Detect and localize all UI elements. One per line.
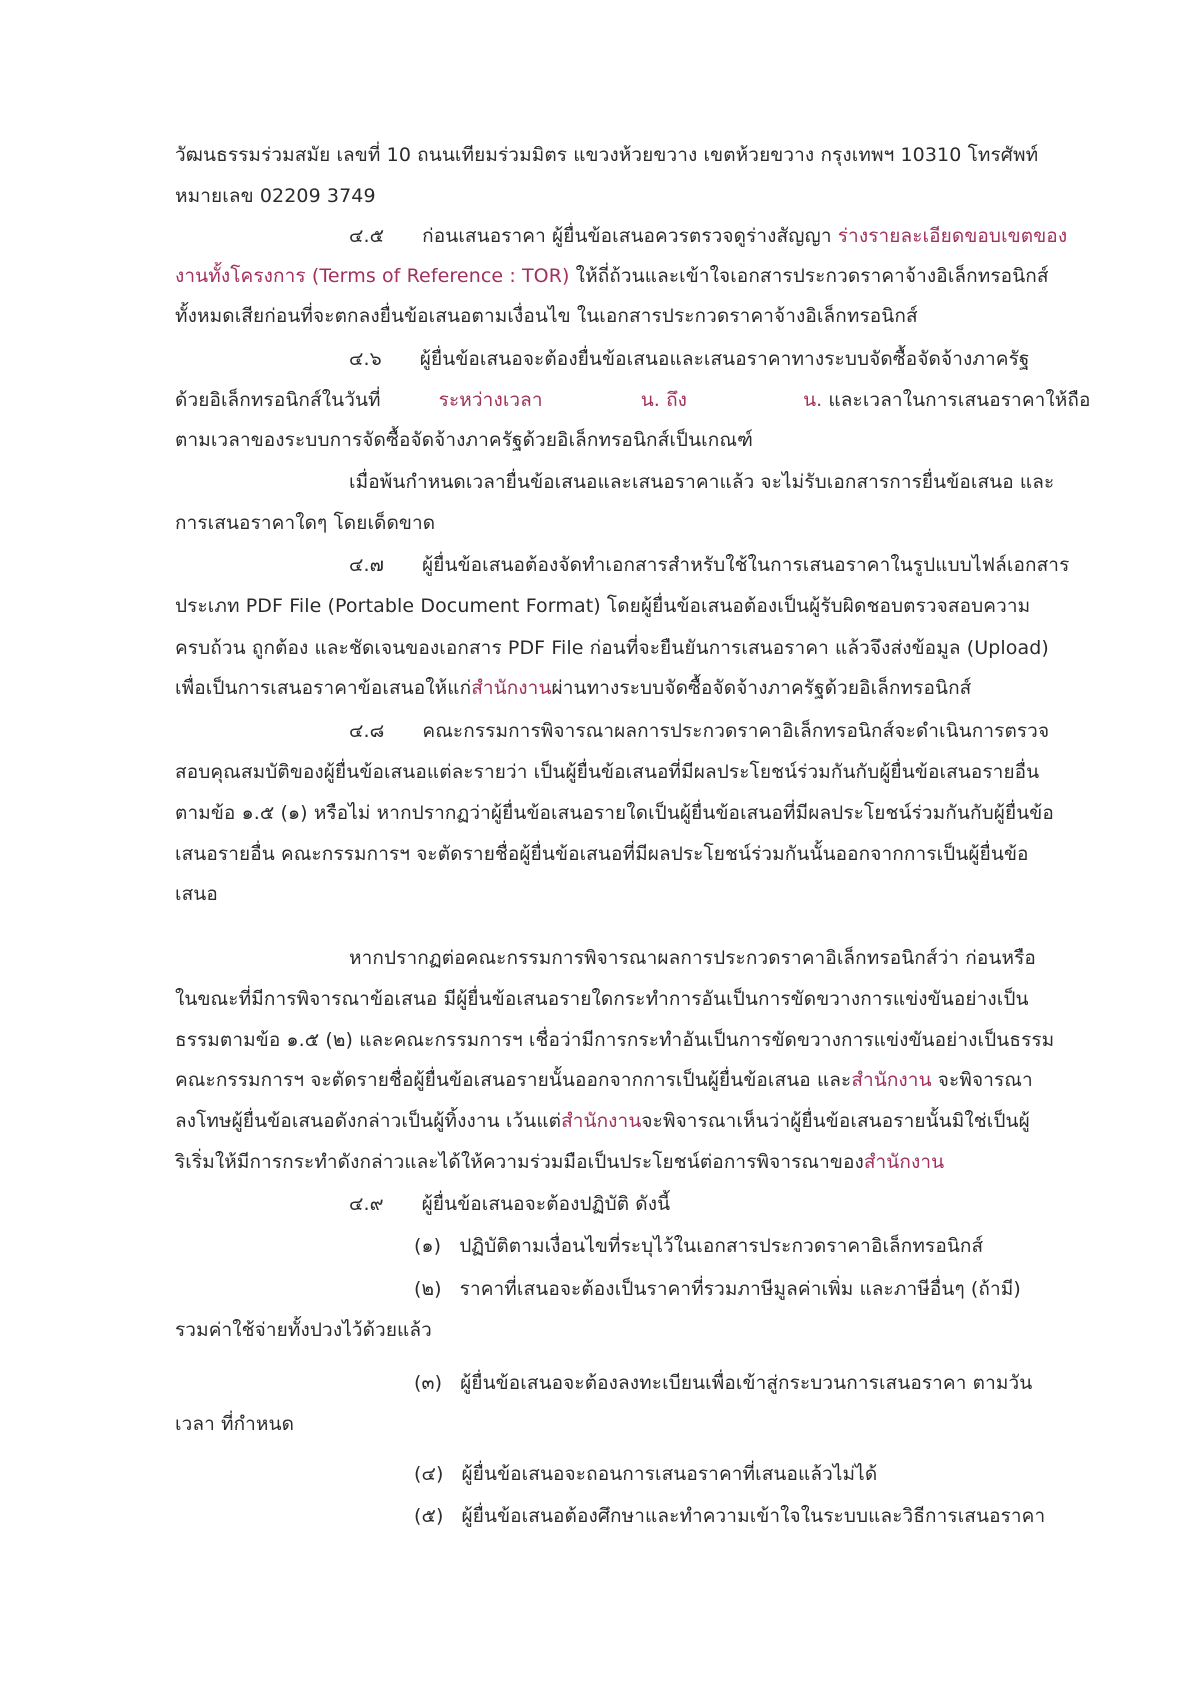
highlighted-text: สำนักงาน xyxy=(561,1110,642,1132)
paragraph-line: รวมค่าใช้จ่ายทั้งปวงไว้ด้วยแล้ว xyxy=(175,1319,432,1341)
clause-text: ริเริ่มให้มีการกระทำดังกล่าวและได้ให้ความร่วมมือเป็นประโยชน์ต่อการพิจารณาของ xyxy=(175,1151,864,1173)
clause-text: ผ่านทางระบบจัดซื้อจัดจ้างภาครัฐด้วยอิเล็กทรอนิกส์ xyxy=(551,677,972,699)
clause-number: ๔.๗ xyxy=(349,554,385,576)
list-item xyxy=(414,1504,1045,1528)
paragraph-line: ตามเวลาของระบบการจัดซื้อจัดจ้างภาครัฐด้วยอิเล็กทรอนิกส์เป็นเกณฑ์ xyxy=(175,429,753,451)
list-item-text: ผู้ยื่นข้อเสนอจะถอนการเสนอราคาที่เสนอแล้วไม่ได้ xyxy=(461,1463,878,1485)
clause-4-8 xyxy=(349,719,1049,743)
paragraph-line: สอบคุณสมบัติของผู้ยื่นข้อเสนอแต่ละรายว่า เป็นผู้ยื่นข้อเสนอที่มีผลประโยชน์ร่วมกันกับผู้ยื่นข้อเสนอรายอื่น xyxy=(175,761,1040,783)
clause-4-7 xyxy=(349,553,1069,577)
list-item-text: ผู้ยื่นข้อเสนอจะต้องลงทะเบียนเพื่อเข้าสู่กระบวนการเสนอราคา ตามวัน xyxy=(460,1372,1033,1394)
clause-text: ผู้ยื่นข้อเสนอจะต้องปฏิบัติ ดังนี้ xyxy=(421,1193,671,1215)
clause-number: ๔.๙ xyxy=(349,1193,384,1215)
highlighted-text: สำนักงาน xyxy=(863,1151,945,1173)
paragraph-line: หากปรากฏต่อคณะกรรมการพิจารณาผลการประกวดราคาอิเล็กทรอนิกส์ว่า ก่อนหรือ xyxy=(349,947,1036,969)
list-item-text: ผู้ยื่นข้อเสนอต้องศึกษาและทำความเข้าใจในระบบและวิธีการเสนอราคา xyxy=(461,1505,1046,1527)
clause-text: ผู้ยื่นข้อเสนอต้องจัดทำเอกสารสำหรับใช้ในการเสนอราคาในรูปแบบไฟล์เอกสาร xyxy=(422,554,1070,576)
list-item-text: ราคาที่เสนอจะต้องเป็นราคาที่รวมภาษีมูลค่าเพิ่ม และภาษีอื่นๆ (ถ้ามี) xyxy=(459,1278,1021,1300)
highlighted-text: ร่างรายละเอียดขอบเขตของ xyxy=(837,225,1068,247)
clause-text: ก่อนเสนอราคา ผู้ยื่นข้อเสนอควรตรวจดูร่างสัญญา xyxy=(422,225,838,247)
paragraph-line: เวลา ที่กำหนด xyxy=(175,1413,295,1435)
clause-text: คณะกรรมการพิจารณาผลการประกวดราคาอิเล็กทรอนิกส์จะดำเนินการตรวจ xyxy=(422,720,1050,742)
clause-text: ให้ถี่ถ้วนและเข้าใจเอกสารประกวดราคาจ้างอิเล็กทรอนิกส์ xyxy=(569,265,1049,287)
clause-text: ผู้ยื่นข้อเสนอจะต้องยื่นข้อเสนอและเสนอราคาทางระบบจัดซื้อจัดจ้างภาครัฐ xyxy=(419,348,1030,370)
clause-number: ๔.๖ xyxy=(349,348,382,370)
highlighted-text: น. xyxy=(803,389,823,411)
list-item xyxy=(414,1462,877,1486)
list-marker: (๔) xyxy=(414,1463,444,1485)
clause-4-6 xyxy=(349,347,1029,371)
paragraph-line: ครบถ้วน ถูกต้อง และชัดเจนของเอกสาร PDF File ก่อนที่จะยืนยันการเสนอราคา แล้วจึงส่งข้อมูล (Upload) xyxy=(175,637,1049,659)
clause-text: เพื่อเป็นการเสนอราคาข้อเสนอให้แก่ xyxy=(175,677,472,699)
paragraph-line: ธรรมตามข้อ ๑.๕ (๒) และคณะกรรมการฯ เชื่อว่ามีการกระทำอันเป็นการขัดขวางการแข่งขันอย่างเป็นธรรม xyxy=(175,1029,1055,1051)
paragraph-line: เสนอรายอื่น คณะกรรมการฯ จะตัดรายชื่อผู้ยื่นข้อเสนอที่มีผลประโยชน์ร่วมกันนั้นออกจากการเป็นผู้ยื่นข้อ xyxy=(175,843,1029,865)
list-item xyxy=(414,1277,1021,1301)
clause-text: ลงโทษผู้ยื่นข้อเสนอดังกล่าวเป็นผู้ทิ้งงาน เว้นแต่ xyxy=(175,1110,562,1132)
clause-text: คณะกรรมการฯ จะตัดรายชื่อผู้ยื่นข้อเสนอรายนั้นออกจากการเป็นผู้ยื่นข้อเสนอ และ xyxy=(175,1069,852,1091)
paragraph-line: ในขณะที่มีการพิจารณาข้อเสนอ มีผู้ยื่นข้อเสนอรายใดกระทำการอันเป็นการขัดขวางการแข่งขันอย่างเป็น xyxy=(175,988,1029,1010)
clause-4-5 xyxy=(349,224,1067,248)
clause-number: ๔.๕ xyxy=(349,225,385,247)
paragraph-line xyxy=(175,1150,944,1174)
paragraph-line: วัฒนธรรมร่วมสมัย เลขที่ 10 ถนนเทียมร่วมมิตร แขวงห้วยขวาง เขตห้วยขวาง กรุงเทพฯ 10310 โทรศัพท์ xyxy=(175,144,1039,166)
paragraph-line: ทั้งหมดเสียก่อนที่จะตกลงยื่นข้อเสนอตามเงื่อนไข ในเอกสารประกวดราคาจ้างอิเล็กทรอนิกส์ xyxy=(175,305,918,327)
highlighted-text: น. ถึง xyxy=(640,389,688,411)
highlighted-text: สำนักงาน xyxy=(471,677,552,699)
paragraph-line xyxy=(175,388,1091,412)
clause-text: จะพิจารณา xyxy=(931,1069,1033,1091)
list-item xyxy=(414,1371,1032,1395)
list-item-text: ปฏิบัติตามเงื่อนไขที่ระบุไว้ในเอกสารประกวดราคาอิเล็กทรอนิกส์ xyxy=(459,1235,984,1257)
clause-number: ๔.๘ xyxy=(349,720,385,742)
list-marker: (๒) xyxy=(414,1278,442,1300)
clause-text: และเวลาในการเสนอราคาให้ถือ xyxy=(822,389,1091,411)
highlighted-text: งานทั้งโครงการ (Terms of Reference : TOR) xyxy=(175,265,570,287)
highlighted-text: สำนักงาน xyxy=(851,1069,932,1091)
list-marker: (๑) xyxy=(414,1235,442,1257)
paragraph-line xyxy=(175,1068,1033,1092)
paragraph-line: การเสนอราคาใดๆ โดยเด็ดขาด xyxy=(175,512,436,534)
paragraph-line: หมายเลข 02209 3749 xyxy=(175,185,376,207)
paragraph-line: ตามข้อ ๑.๕ (๑) หรือไม่ หากปรากฏว่าผู้ยื่นข้อเสนอรายใดเป็นผู้ยื่นข้อเสนอที่มีผลประโยชน์ร่วมกันกับผู้ยื่นข้อ xyxy=(175,802,1054,824)
highlighted-text: ระหว่างเวลา xyxy=(438,389,543,411)
list-marker: (๓) xyxy=(414,1372,443,1394)
clause-text: จะพิจารณาเห็นว่าผู้ยื่นข้อเสนอรายนั้นมิใช่เป็นผู้ xyxy=(641,1110,1030,1132)
list-item xyxy=(414,1234,983,1258)
paragraph-line xyxy=(175,264,1049,288)
clause-4-9 xyxy=(349,1192,670,1216)
clause-text: ด้วยอิเล็กทรอนิกส์ในวันที่ xyxy=(175,389,381,411)
paragraph-line xyxy=(175,676,971,700)
paragraph-line: ประเภท PDF File (Portable Document Format) โดยผู้ยื่นข้อเสนอต้องเป็นผู้รับผิดชอบตรวจสอบความ xyxy=(175,595,1031,617)
paragraph-line: เมื่อพ้นกำหนดเวลายื่นข้อเสนอและเสนอราคาแล้ว จะไม่รับเอกสารการยื่นข้อเสนอ และ xyxy=(349,471,1055,493)
list-marker: (๕) xyxy=(414,1505,444,1527)
paragraph-line xyxy=(175,1109,1030,1133)
paragraph-line: เสนอ xyxy=(175,883,218,905)
